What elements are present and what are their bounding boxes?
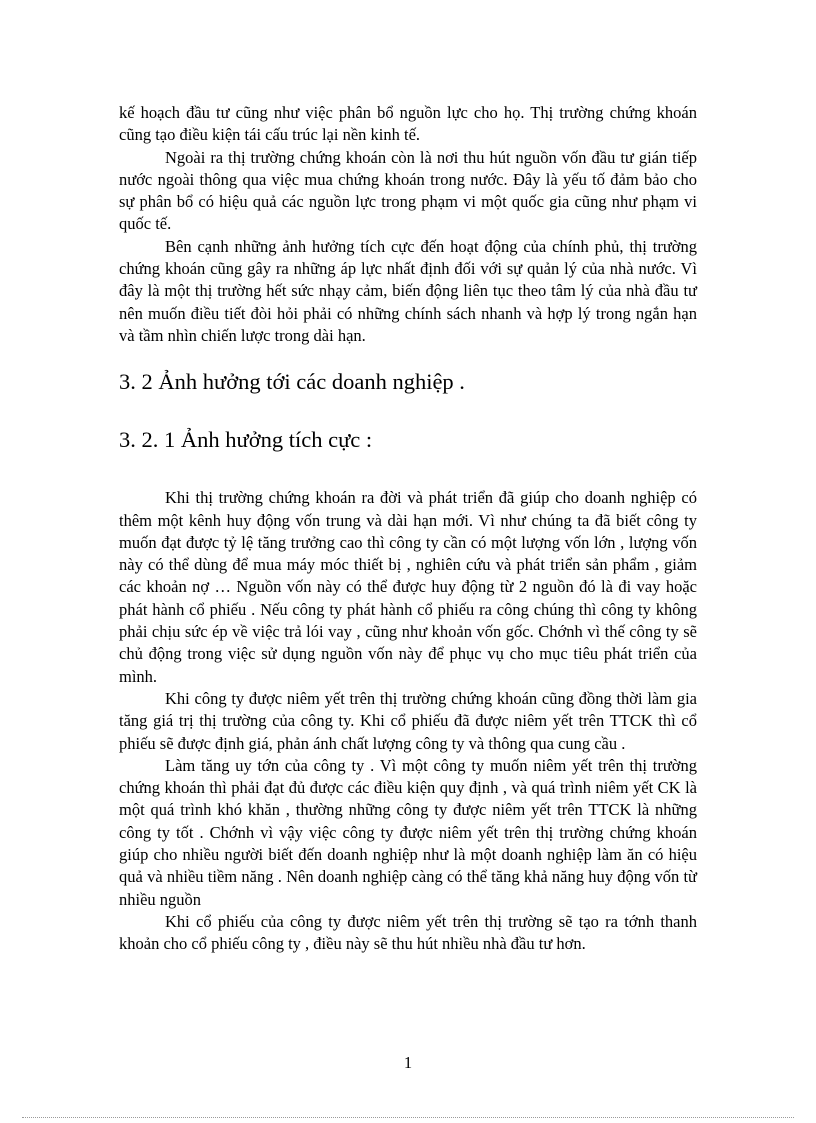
page-bottom-divider	[22, 1117, 794, 1118]
paragraph: Làm tăng uy tớn của công ty . Vì một công ty muốn niêm yết trên thị trường chứng khoán thì phải đạt đủ được các điều kiện quy định , và quá trình niêm yết CK là một quá trình khó khăn , thường những công ty được niêm yết trên TTCK là những công ty tốt . Chớnh vì vậy việc công ty được niêm yết trên thị trường chứng khoán giúp cho nhiều người biết đến doanh nghiệp như là một doanh nghiệp làm ăn có hiệu quả và nhiều tiềm năng . Nên doanh nghiệp càng có thể tăng khả năng huy động vốn từ nhiều nguồn	[119, 755, 697, 909]
paragraph: Bên cạnh những ảnh hưởng tích cực đến hoạt động của chính phủ, thị trường chứng khoán cũng gây ra những áp lực nhất định đối với sự quản lý của nhà nước. Vì đây là một thị trường hết sức nhạy cảm, biến động liên tục theo tâm lý của nhà đầu tư nên muốn điều tiết đòi hỏi phải có những chính sách nhanh và hợp lý trong ngắn hạn và tầm nhìn chiến lược trong dài hạn.	[119, 236, 697, 345]
section-heading: 3. 2 Ảnh hưởng tới các doanh nghiệp .	[119, 369, 465, 395]
subsection-heading: 3. 2. 1 Ảnh hưởng tích cực :	[119, 427, 373, 453]
paragraph: Khi công ty được niêm yết trên thị trường chứng khoán cũng đồng thời làm gia tăng giá trị thị trường của công ty. Khi cổ phiếu đã được niêm yết trên TTCK thì cổ phiếu sẽ được định giá, phản ánh chất lượng công ty và thông qua cung cầu .	[119, 688, 697, 753]
paragraph: Khi cổ phiếu của công ty được niêm yết trên thị trường sẽ tạo ra tớnh thanh khoản cho cổ phiếu công ty , điều này sẽ thu hút nhiều nhà đầu tư hơn.	[119, 911, 697, 954]
page-number: 1	[403, 1053, 413, 1072]
page-body	[119, 102, 697, 956]
paragraph: Khi thị trường chứng khoán ra đời và phát triển đã giúp cho doanh nghiệp có thêm một kênh huy động vốn trung và dài hạn mới. Vì như chúng ta đã biết công ty muốn đạt được tỷ lệ tăng trưởng cao thì công ty cần có một lượng vốn lớn , lượng vốn này có thể dùng để mua máy móc thiết bị , nghiên cứu và phát triển sản phẩm , giảm các khoản nợ … Nguồn vốn này có thể được huy động từ 2 nguồn đó là đi vay hoặc phát hành cổ phiếu . Nếu công ty phát hành cổ phiếu ra công chúng thì công ty không phải chịu sức ép về việc trả lói vay , cũng như khoản vốn gốc. Chớnh vì thế công ty sẽ chủ động trong việc sử dụng nguồn vốn này để phục vụ cho mục tiêu phát triển của mình.	[119, 488, 697, 686]
paragraph: kế hoạch đầu tư cũng như việc phân bổ nguồn lực cho họ. Thị trường chứng khoán cũng tạo điều kiện tái cấu trúc lại nền kinh tế.	[119, 103, 697, 145]
paragraph: Ngoài ra thị trường chứng khoán còn là nơi thu hút nguồn vốn đầu tư gián tiếp nước ngoài thông qua việc mua chứng khoán trong nước. Đây là yếu tố đảm bảo cho sự phân bổ có hiệu quả các nguồn lực trong phạm vi một quốc gia cũng như phạm vi quốc tế.	[119, 147, 697, 234]
